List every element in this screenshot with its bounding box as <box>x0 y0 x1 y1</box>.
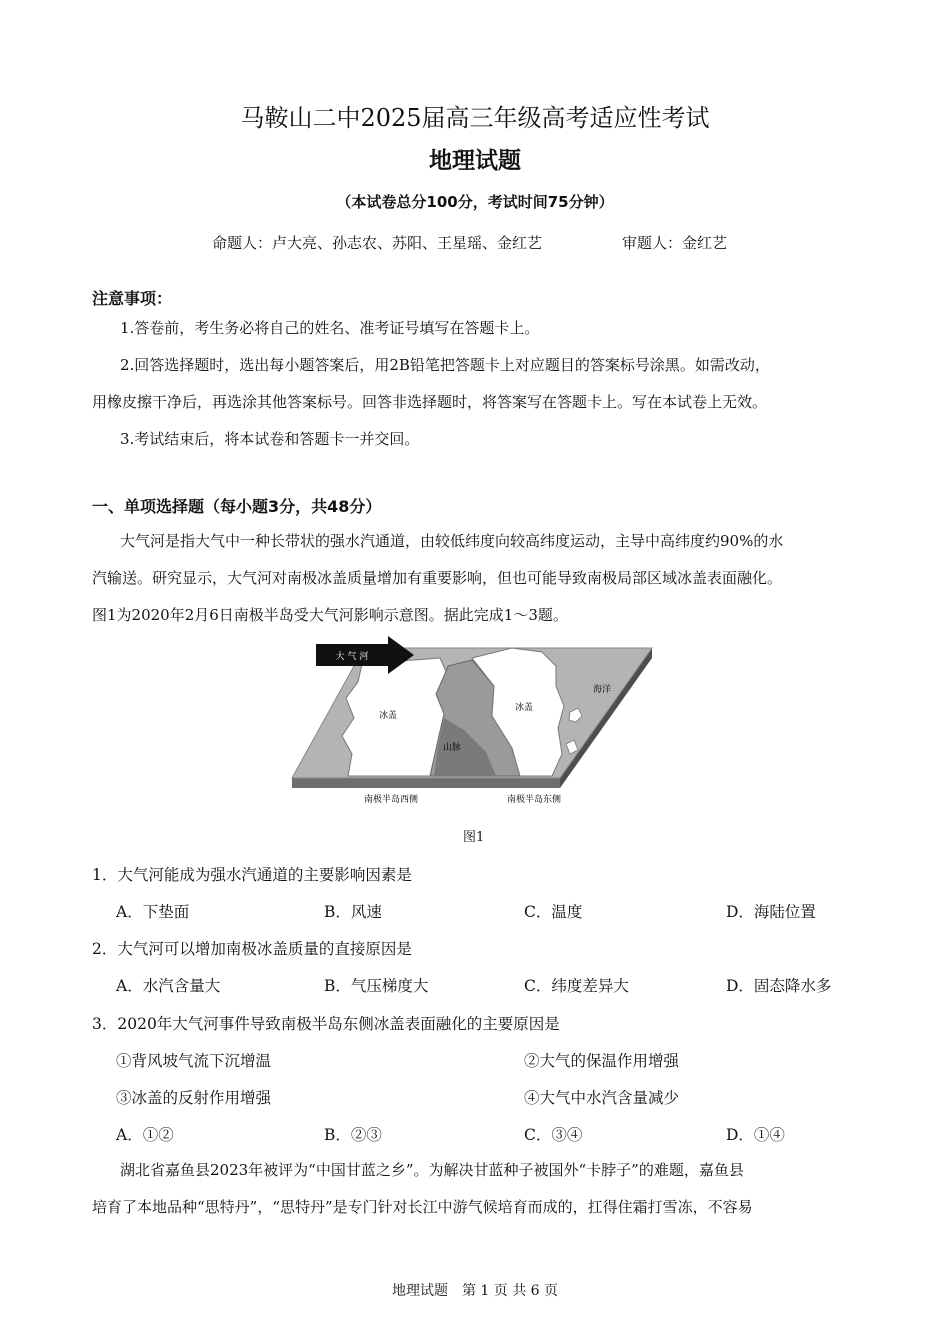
passage-line: 汽输送。研究显示，大气河对南极冰盖质量增加有重要影响，但也可能导致南极局部区域冰盖表面融化。 <box>92 569 783 587</box>
option-b: B．气压梯度大 <box>324 977 429 995</box>
statement: ③冰盖的反射作用增强 <box>116 1089 272 1107</box>
figure-caption: 图1 <box>463 830 485 845</box>
west-side-label: 南极半岛西侧 <box>363 795 419 805</box>
subject-title: 地理试题 <box>429 148 521 174</box>
option-a: A．下垫面 <box>116 903 190 921</box>
option-d: D．海陆位置 <box>726 903 816 921</box>
exam-title: 马鞍山二中2025届高三年级高考适应性考试 <box>240 104 710 132</box>
notice-item: 用橡皮擦干净后，再选涂其他答案标号。回答非选择题时，将答案写在答题卡上。写在本试卷上无效。 <box>92 393 768 411</box>
option-c: C．温度 <box>524 903 583 921</box>
exam-info: （本试卷总分100分，考试时间75分钟） <box>336 193 614 211</box>
option-a: A．①② <box>116 1126 174 1144</box>
notice-item: 2.回答选择题时，选出每小题答案后，用2B铅笔把答题卡上对应题目的答案标号涂黑。如需改动， <box>120 356 770 374</box>
passage-line: 培育了本地品种“思特丹”，“思特丹”是专门针对长江中游气候培育而成的，扛得住霜打雪冻，不容易 <box>92 1198 753 1216</box>
question-stem: 3．2020年大气河事件导致南极半岛东侧冰盖表面融化的主要原因是 <box>92 1015 560 1033</box>
passage-line: 大气河是指大气中一种长带状的强水汽通道，由较低纬度向较高纬度运动，主导中高纬度约90%的水 <box>120 532 784 550</box>
notice-item: 1.答卷前，考生务必将自己的姓名、准考证号填写在答题卡上。 <box>120 319 540 337</box>
west-ice-label: 冰盖 <box>378 711 398 721</box>
page-footer: 地理试题 第 1 页 共 6 页 <box>391 1283 559 1299</box>
reviewer: 审题人：金红艺 <box>622 234 728 252</box>
authors: 命题人：卢大亮、孙志农、苏阳、王星瑶、金红艺 <box>212 234 543 252</box>
question-stem: 2．大气河可以增加南极冰盖质量的直接原因是 <box>92 940 412 958</box>
section-heading: 一、单项选择题（每小题3分，共48分） <box>92 497 382 516</box>
statement: ①背风坡气流下沉增温 <box>116 1052 272 1070</box>
question-stem: 1．大气河能成为强水汽通道的主要影响因素是 <box>92 866 412 884</box>
antarctic-peninsula-figure <box>280 636 670 814</box>
arrow-label: 大 气 河 <box>335 652 369 662</box>
option-b: B．风速 <box>324 903 382 921</box>
ocean-label: 海洋 <box>592 685 612 695</box>
option-d: D．固态降水多 <box>726 977 832 995</box>
option-a: A．水汽含量大 <box>116 977 221 995</box>
mountain-label: 山脉 <box>442 743 462 753</box>
option-c: C．③④ <box>524 1126 583 1144</box>
option-c: C．纬度差异大 <box>524 977 629 995</box>
statement: ②大气的保温作用增强 <box>524 1052 680 1070</box>
passage-line: 图1为2020年2月6日南极半岛受大气河影响示意图。据此完成1～3题。 <box>92 606 568 624</box>
east-side-label: 南极半岛东侧 <box>506 795 562 805</box>
east-ice-label: 冰盖 <box>514 703 534 713</box>
option-d: D．①④ <box>726 1126 785 1144</box>
passage-line: 湖北省嘉鱼县2023年被评为“中国甘蓝之乡”。为解决甘蓝种子被国外“卡脖子”的难题，嘉鱼县 <box>120 1161 744 1179</box>
notice-item: 3.考试结束后，将本试卷和答题卡一并交回。 <box>120 430 420 448</box>
notice-heading: 注意事项： <box>92 289 173 308</box>
option-b: B．②③ <box>324 1126 382 1144</box>
slab-front-face <box>292 778 560 788</box>
statement: ④大气中水汽含量减少 <box>524 1089 680 1107</box>
